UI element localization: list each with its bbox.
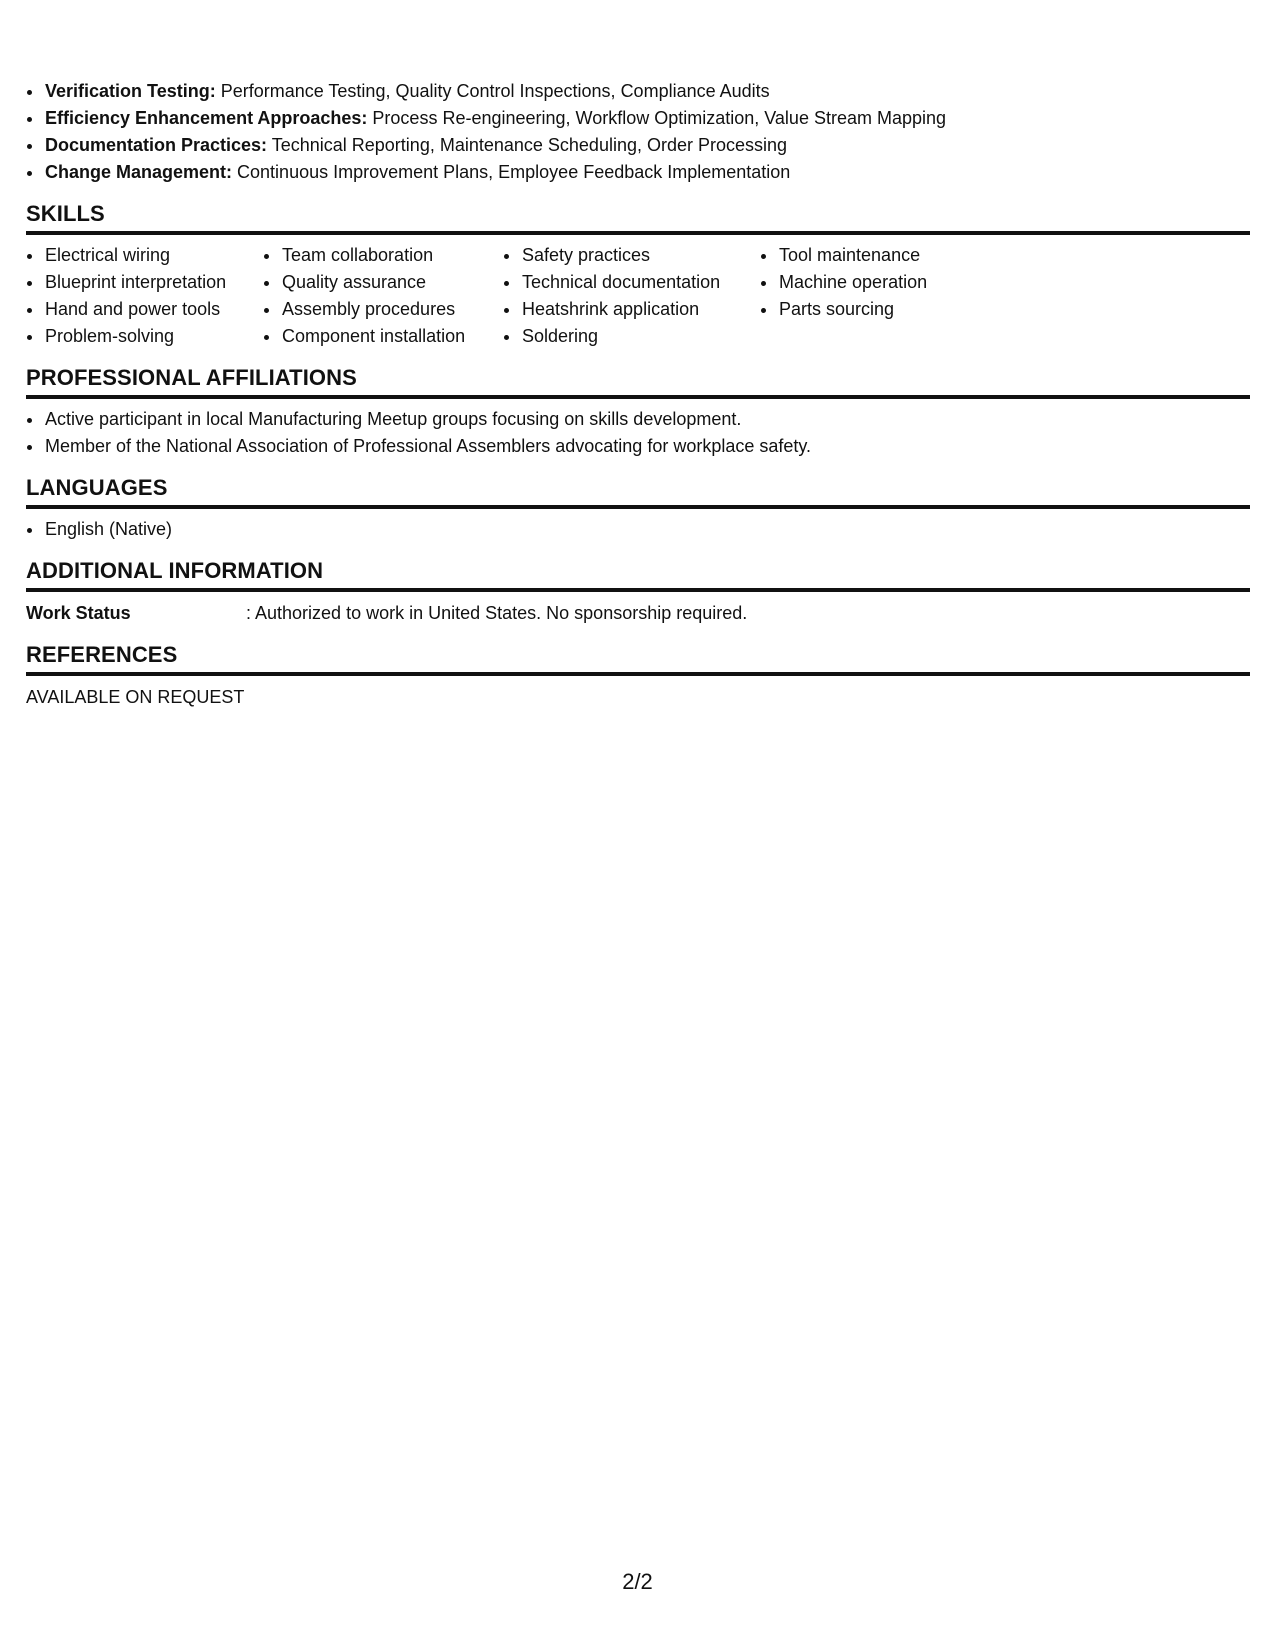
additional-info-section: [26, 557, 1250, 627]
skill-item: • Technical documentation: [521, 269, 760, 296]
affiliations-section: [26, 364, 1250, 460]
skills-column-1: [26, 242, 263, 350]
skill-item: • Tool maintenance: [778, 242, 1018, 269]
list-item: [44, 78, 1250, 105]
skill-item: • Safety practices: [521, 242, 760, 269]
affiliation-item: • Active participant in local Manufacturing Meetup groups focusing on skills development.: [44, 406, 1250, 433]
list-item: [44, 132, 1250, 159]
references-text: AVAILABLE ON REQUEST: [26, 687, 245, 707]
section-title-additional-info: ADDITIONAL INFORMATION: [26, 557, 1250, 592]
list-item: [44, 159, 1250, 186]
list-item-value: Continuous Improvement Plans, Employee Feedback Implementation: [232, 162, 791, 182]
page-number: 2/2: [622, 1569, 653, 1594]
list-item-key: Change Management:: [45, 162, 233, 182]
skill-item: • Component installation: [281, 323, 503, 350]
skill-item: • Problem-solving: [44, 323, 263, 350]
list-item: [44, 105, 1250, 132]
list-item-key: Documentation Practices:: [45, 135, 268, 155]
list-item-value: Technical Reporting, Maintenance Scheduling, Order Processing: [267, 135, 788, 155]
work-status-value: : Authorized to work in United States. No sponsorship required.: [246, 603, 748, 623]
work-status-row: [26, 599, 1250, 627]
list-item-value: Process Re-engineering, Workflow Optimization, Value Stream Mapping: [367, 108, 947, 128]
skill-item: • Heatshrink application: [521, 296, 760, 323]
section-title-languages: LANGUAGES: [26, 474, 1250, 509]
work-status-key: Work Status: [26, 603, 131, 623]
skills-section: [26, 200, 1250, 350]
language-item: • English (Native): [44, 516, 1250, 543]
skills-grid: [26, 242, 1250, 350]
list-item-value: Performance Testing, Quality Control Inspections, Compliance Audits: [215, 81, 770, 101]
references-section: [26, 641, 1250, 711]
skill-item: • Team collaboration: [281, 242, 503, 269]
skills-column-2: [263, 242, 503, 350]
skills-column-3: [503, 242, 760, 350]
skill-item: • Hand and power tools: [44, 296, 263, 323]
skill-item: • Quality assurance: [281, 269, 503, 296]
skill-item: • Electrical wiring: [44, 242, 263, 269]
resume-page: [26, 78, 1250, 711]
skill-item: • Soldering: [521, 323, 760, 350]
skill-item: • Machine operation: [778, 269, 1018, 296]
list-item-key: Verification Testing:: [45, 81, 216, 101]
section-title-references: REFERENCES: [26, 641, 1250, 676]
methods-list: [26, 78, 1250, 186]
section-title-skills: SKILLS: [26, 200, 1250, 235]
skill-item: • Parts sourcing: [778, 296, 1018, 323]
affiliation-item: • Member of the National Association of Professional Assemblers advocating for workplace safety.: [44, 433, 1250, 460]
list-item-key: Efficiency Enhancement Approaches:: [45, 108, 368, 128]
skill-item: • Blueprint interpretation: [44, 269, 263, 296]
skill-item: • Assembly procedures: [281, 296, 503, 323]
skills-column-4: [760, 242, 1018, 350]
languages-section: [26, 474, 1250, 543]
section-title-affiliations: PROFESSIONAL AFFILIATIONS: [26, 364, 1250, 399]
